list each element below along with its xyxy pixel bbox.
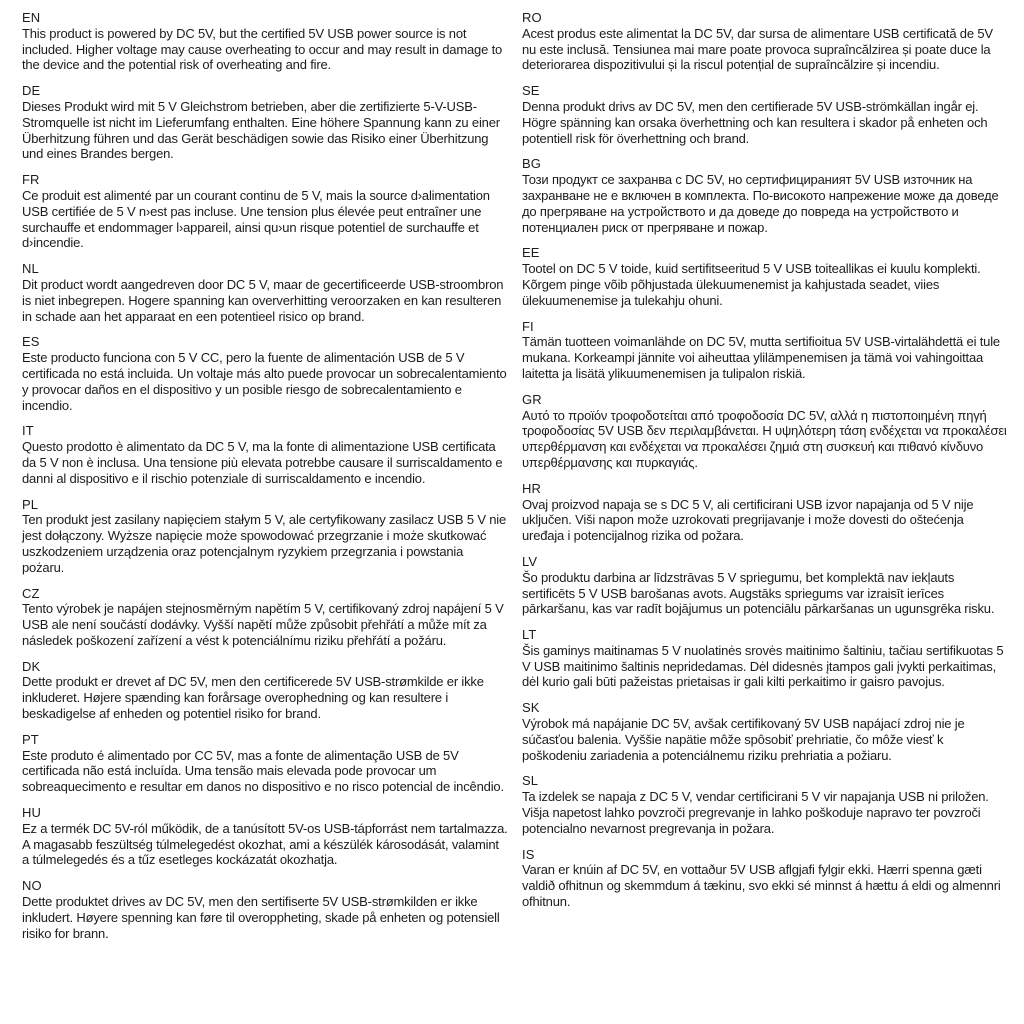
- entry-bg: [522, 156, 1008, 235]
- warning-text-sl: Ta izdelek se napaja z DC 5 V, vendar certificirani 5 V vir napajanja USB ni priložen. Višja napetost lahko povzroči pregrevanje in lahko poškoduje napravo ter povzroči potencialno nevarnost pregrevanja in požara.: [522, 789, 989, 836]
- language-code-lt: LT: [522, 627, 537, 643]
- warning-text-cz: Tento výrobek je napájen stejnosměrným napětím 5 V, certifikovaný zdroj napájení 5 V USB ale není součástí dodávky. Vyšší napětí může způsobit přehřátí a může mít za následek poškození zařízení a vést k potenciálnímu riziku přehřátí a požáru.: [22, 601, 504, 648]
- warning-text-is: Varan er knúin af DC 5V, en vottaður 5V USB aflgjafi fylgir ekki. Hærri spenna gæti valdið ofhitnun og skemmdum á tækinu, svo ekki sé minnst á hættu á eldi og almennri ofhitnun.: [522, 862, 1001, 910]
- entry-de: [22, 83, 508, 162]
- entry-hr: [522, 481, 1008, 544]
- warning-text-en: This product is powered by DC 5V, but the certified 5V USB power source is not included. Higher voltage may cause overheating to occur and may result in damage to the device and the potential risk of overheating and fire.: [22, 25, 503, 73]
- warning-text-de: Dieses Produkt wird mit 5 V Gleichstrom betrieben, aber die zertifizierte 5-V-USB-Stromquelle ist nicht im Lieferumfang enthalten. Eine höhere Spannung kann zu einer Überhitzung führen und das Gerät beschädigen sowie das Risiko einer Überhitzung und eines Brandes bergen.: [22, 98, 500, 162]
- warning-text-lt: Šis gaminys maitinamas 5 V nuolatinės srovės maitinimo šaltiniu, tačiau sertifikuotas 5 V USB maitinimo šaltinis nepridedamas. Dėl didesnės įtampos gali įvykti perkaitimas, dėl kurio gali būti pažeistas prietaisas ir gali kilti perkaitimo ir gaisro pavojus.: [522, 642, 1004, 690]
- entry-fr: [22, 172, 508, 251]
- warning-text-gr: Αυτό το προϊόν τροφοδοτείται από τροφοδοσία DC 5V, αλλά η πιστοποιημένη πηγή τροφοδοσίας 5V USB δεν περιλαμβάνεται. Η υψηλότερη τάση ενδέχεται να προκαλέσει υπερθέρμανση και ενδέχεται να προκαλέσει ζημιά στη συσκευή και πιθανό κίνδυνο υπερθέρμανσης και πυρκαγιάς.: [522, 407, 1007, 470]
- language-code-es: ES: [22, 334, 40, 350]
- warning-text-se: Denna produkt drivs av DC 5V, men den certifierade 5V USB-strömkällan ingår ej. Högre spänning kan orsaka överhettning och kan resultera i skador på enheten och potentiell risk för överhettning och brand.: [522, 98, 988, 146]
- language-code-hr: HR: [522, 480, 541, 496]
- warning-text-nl: Dit product wordt aangedreven door DC 5 V, maar de gecertificeerde USB-stroombron is niet inbegrepen. Hogere spanning kan oververhitting veroorzaken en kan resulteren in schade aan het apparaat en een potentieel risico op brand.: [22, 276, 504, 324]
- entry-ro: [522, 10, 1008, 73]
- language-code-se: SE: [522, 83, 540, 99]
- entry-is: [522, 847, 1008, 910]
- warning-text-pl: Ten produkt jest zasilany napięciem stałym 5 V, ale certyfikowany zasilacz USB 5 V nie jest dołączony. Wyższe napięcie może spowodować przegrzanie i może skutkować uszkodzeniem urządzenia oraz potencjalnym ryzykiem przegrzania i powstania pożaru.: [22, 512, 507, 575]
- entry-es: [22, 334, 508, 413]
- entry-fi: [522, 319, 1008, 382]
- language-code-fr: FR: [22, 172, 40, 188]
- entry-cz: [22, 586, 508, 649]
- language-code-bg: BG: [522, 156, 541, 172]
- warning-text-dk: Dette produkt er drevet af DC 5V, men den certificerede 5V USB-strømkilde er ikke inkluderet. Højere spænding kan forårsage overophedning og kan resultere i beskadigelse af enheden og potentiel risiko for brand.: [22, 674, 484, 722]
- language-code-hu: HU: [22, 805, 41, 821]
- language-code-pl: PL: [22, 496, 39, 512]
- entry-ee: [522, 245, 1008, 308]
- warning-text-fr: Ce produit est alimenté par un courant continu de 5 V, mais la source d›alimentation USB certifiée de 5 V n›est pas incluse. Une tension plus élevée peut entraîner une surchauffe et endommager l›appareil, ainsi qu›un risque potentiel de surchauffe et d›incendie.: [22, 187, 490, 251]
- warning-text-pt: Este produto é alimentado por CC 5V, mas a fonte de alimentação USB de 5V certificada não está incluída. Uma tensão mais elevada pode provocar um sobreaquecimento e resultar em danos no dispositivo e no risco potencial de incêndio.: [22, 747, 504, 795]
- entry-nl: [22, 261, 508, 324]
- entry-no: [22, 878, 508, 941]
- warning-text-bg: Този продукт се захранва с DC 5V, но сертифицираният 5V USB източник на захранване не е включен в комплекта. По-високото напрежение може да доведе до прегряване на устройството и да доведе до повреда на устройството и потенциален риск от прегряване и пожар.: [522, 172, 999, 235]
- entry-dk: [22, 659, 508, 722]
- warning-text-fi: Tämän tuotteen voimanlähde on DC 5V, mutta sertifioitua 5V USB-virtalähdettä ei tule mukana. Korkeampi jännite voi aiheuttaa ylilämpenemisen ja tämä voi vahingoittaa laitetta ja lisätä ylikuumenemisen ja tulipalon riskiä.: [522, 334, 1000, 381]
- warning-text-it: Questo prodotto è alimentato da DC 5 V, ma la fonte di alimentazione USB certificata da 5 V non è inclusa. Una tensione più elevata potrebbe causare il surriscaldamento e danni al dispositivo e il rischio potenziale di surriscaldamento e incendio.: [22, 439, 503, 486]
- language-code-en: EN: [22, 10, 41, 25]
- language-code-de: DE: [22, 83, 41, 99]
- warning-text-ro: Acest produs este alimentat la DC 5V, dar sursa de alimentare USB certificată de 5V nu este inclusă. Tensiunea mai mare poate provoca supraîncălzirea și poate duce la deteriorarea dispozitivului și la riscul potențial de supraîncălzire și incendiu.: [522, 25, 993, 73]
- entry-pl: [22, 497, 508, 576]
- entry-it: [22, 423, 508, 486]
- language-code-lv: LV: [522, 553, 538, 569]
- entry-sl: [522, 773, 1008, 836]
- language-code-ro: RO: [522, 10, 542, 25]
- entry-se: [522, 83, 1008, 146]
- language-code-dk: DK: [22, 658, 41, 674]
- warning-text-ee: Tootel on DC 5 V toide, kuid sertifitseeritud 5 V USB toiteallikas ei kuulu komplekti. Kõrgem pinge võib põhjustada ülekuumenemist ja kahjustada seadet, viies ülekuumenemise ja tulekahju ohuni.: [522, 261, 981, 308]
- language-code-no: NO: [22, 878, 42, 894]
- language-code-sl: SL: [522, 773, 539, 789]
- entry-lt: [522, 627, 1008, 690]
- entry-en: [22, 10, 508, 73]
- entry-sk: [522, 700, 1008, 763]
- entry-lv: [522, 554, 1008, 617]
- column-right: [522, 10, 1008, 951]
- entry-hu: [22, 805, 508, 868]
- entry-pt: [22, 732, 508, 795]
- warning-text-sk: Výrobok má napájanie DC 5V, avšak certifikovaný 5V USB napájací zdroj nie je súčasťou balenia. Vyššie napätie môže spôsobiť prehriatie, čo môže viesť k poškodeniu zariadenia a potenciálnemu riziku prehriatia a požiaru.: [522, 716, 965, 763]
- language-code-fi: FI: [522, 318, 534, 334]
- warning-text-no: Dette produktet drives av DC 5V, men den sertifiserte 5V USB-strømkilden er ikke inkludert. Høyere spenning kan føre til overoppheting, skade på enheten og potensiell risiko for brann.: [22, 894, 500, 941]
- language-code-it: IT: [22, 423, 34, 439]
- entry-gr: [522, 392, 1008, 471]
- warning-text-es: Este producto funciona con 5 V CC, pero la fuente de alimentación USB de 5 V certificada no está incluida. Un voltaje más alto puede provocar un sobrecalentamiento y provocar daños en el dispositivo y un posible riesgo de sobrecalentamiento e incendio.: [22, 350, 507, 413]
- language-code-is: IS: [522, 846, 535, 862]
- language-code-gr: GR: [522, 391, 542, 407]
- warning-text-hu: Ez a termék DC 5V-ról működik, de a tanúsított 5V-os USB-tápforrást nem tartalmazza. A magasabb feszültség túlmelegedést okozhat, ami a készülék károsodását, valamint a túlmelegedés és a tűz esetleges kockázatát okozhatja.: [22, 820, 508, 868]
- language-code-nl: NL: [22, 261, 39, 277]
- language-code-cz: CZ: [22, 585, 40, 601]
- language-code-sk: SK: [522, 700, 540, 716]
- warning-text-hr: Ovaj proizvod napaja se s DC 5 V, ali certificirani USB izvor napajanja od 5 V nije uključen. Viši napon može uzrokovati pregrijavanje i može dovesti do oštećenja uređaja i potencijalnog rizika od požara.: [522, 496, 974, 544]
- language-code-ee: EE: [522, 245, 540, 261]
- column-left: [22, 10, 508, 951]
- language-code-pt: PT: [22, 731, 39, 747]
- warning-text-lv: Šo produktu darbina ar līdzstrāvas 5 V spriegumu, bet komplektā nav iekļauts sertificēts 5 V USB barošanas avots. Augstāks spriegums var izraisīt ierīces pārkaršanu, kas var radīt bojājumus un potenciālu pārkaršanas un ugunsgrēka risku.: [522, 569, 995, 617]
